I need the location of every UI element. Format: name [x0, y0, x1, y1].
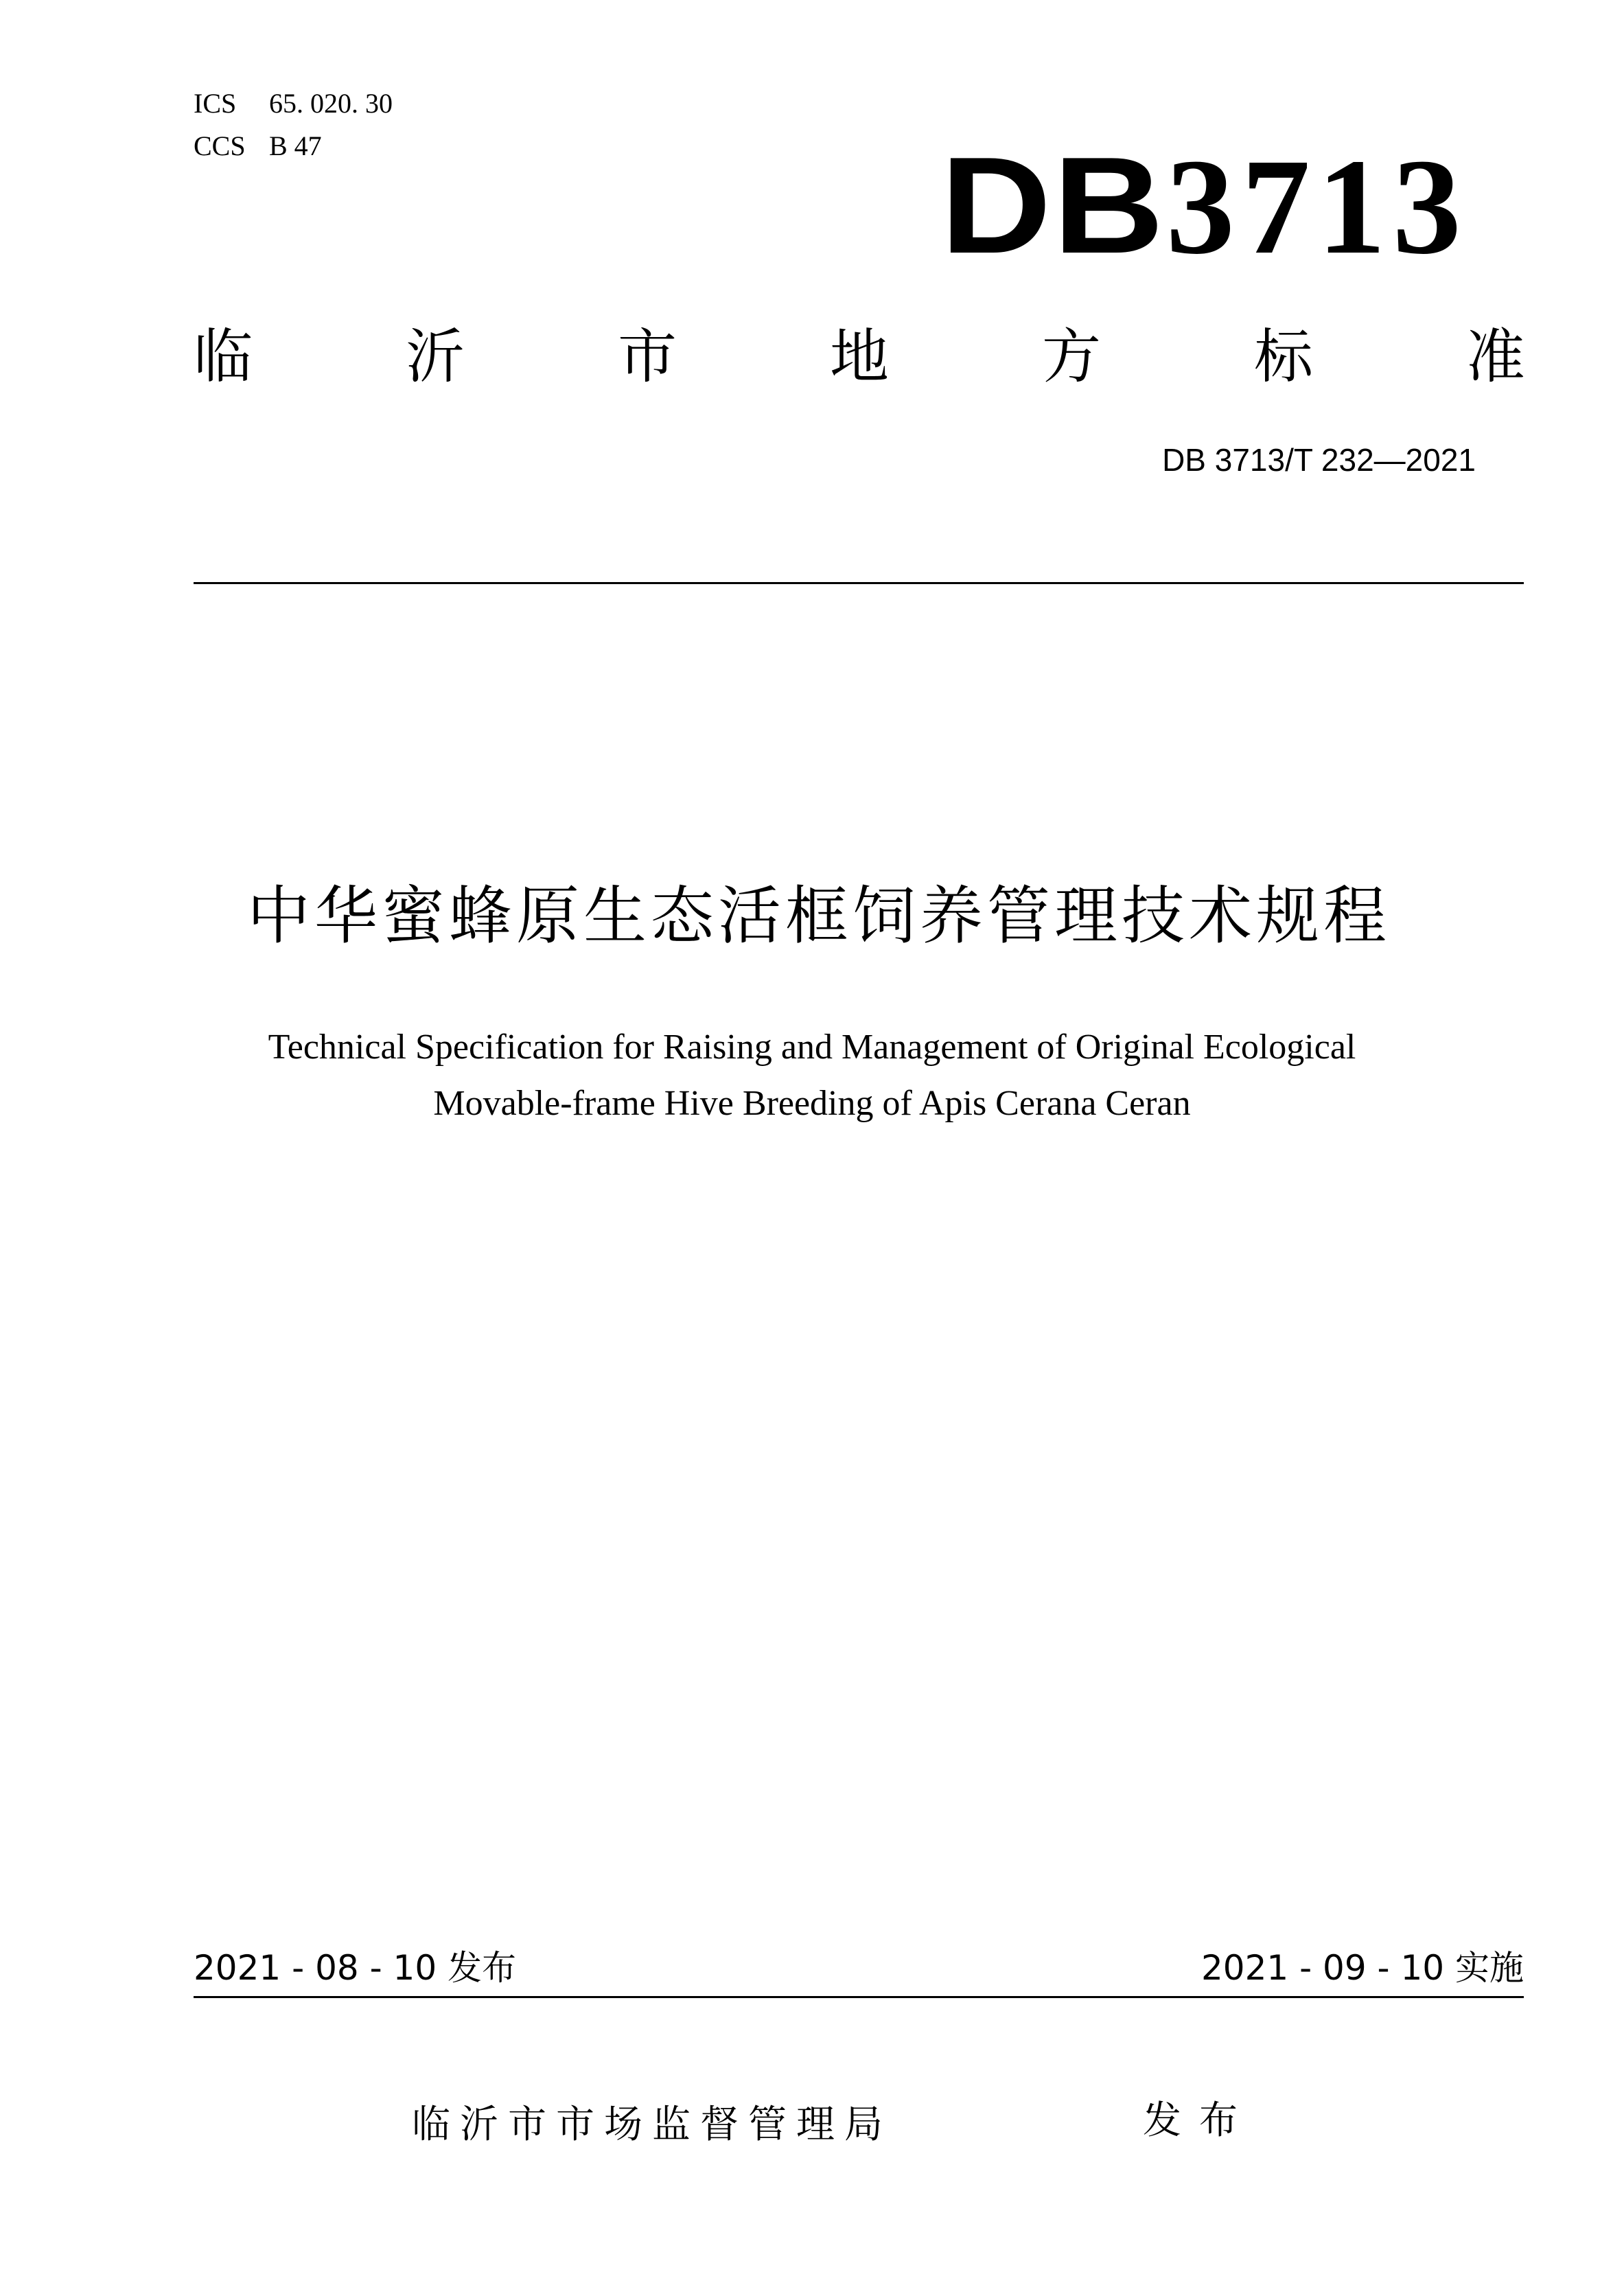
- standard-type-char: 沂: [406, 323, 465, 391]
- chinese-title: 中华蜜蜂原生态活框饲养管理技术规程: [246, 879, 1391, 953]
- footer-divider: [194, 1996, 1524, 1998]
- english-title: [0, 1019, 1624, 1132]
- implement-date: 2021 - 09 - 10 实施: [1200, 1948, 1524, 1988]
- english-title-line-1: Technical Specification for Raising and Management of Original Ecological: [268, 1028, 1356, 1067]
- standard-type-char: 地: [830, 323, 889, 391]
- db-logo-prefix: DB: [940, 129, 1166, 282]
- standard-type-char: 方: [1042, 323, 1101, 391]
- ccs-value: B 47: [269, 130, 322, 161]
- standard-type-char: 市: [618, 323, 677, 391]
- standard-type-char: 标: [1254, 323, 1313, 391]
- english-title-line-2: Movable-frame Hive Breeding of Apis Cerana Ceran: [433, 1084, 1191, 1123]
- db-logo-number: 3713: [1165, 131, 1468, 283]
- ics-label: ICS: [194, 88, 237, 119]
- standard-type-char: 临: [194, 323, 253, 391]
- issuing-authority: 临沂市市场监督管理局: [412, 2102, 892, 2147]
- standard-number: DB 3713/T 232—2021: [1162, 442, 1476, 478]
- issue-label: 发布: [1143, 2098, 1255, 2143]
- ics-value: 65. 020. 30: [269, 88, 393, 119]
- header-divider: [194, 582, 1524, 584]
- publish-date: 2021 - 08 - 10 发布: [194, 1948, 517, 1988]
- date-row: [194, 1944, 1524, 1992]
- standard-type-char: 准: [1466, 323, 1525, 391]
- ccs-label: CCS: [194, 130, 246, 161]
- standard-type: [194, 316, 1525, 398]
- ics-row: [194, 82, 393, 125]
- db-logo: [940, 129, 1476, 283]
- ccs-row: [194, 125, 393, 167]
- classification-codes: [194, 82, 393, 167]
